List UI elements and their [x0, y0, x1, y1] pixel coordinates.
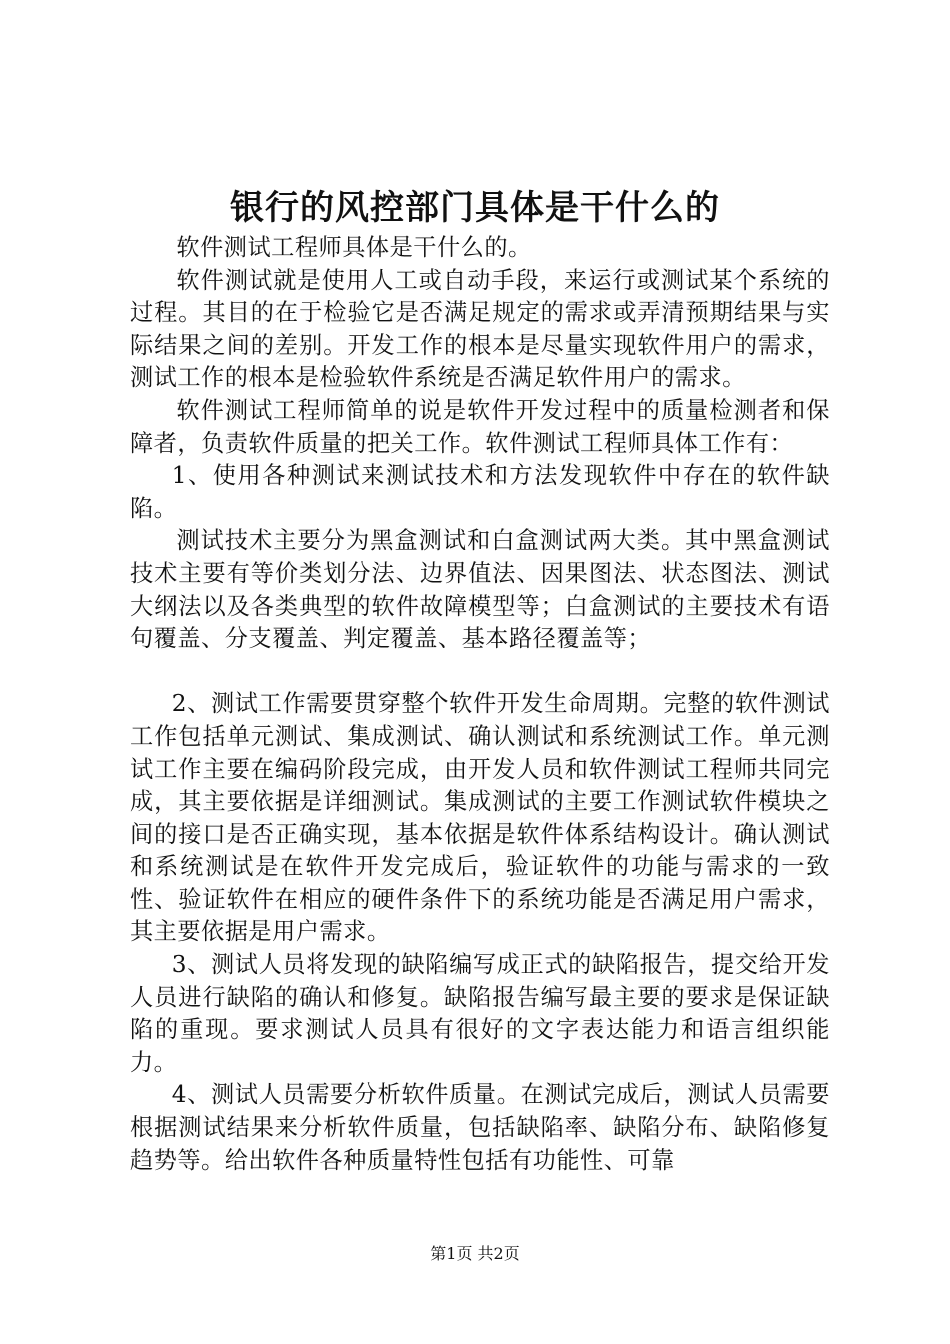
paragraph-techniques: 测试技术主要分为黑盒测试和白盒测试两大类。其中黑盒测试技术主要有等价类划分法、边界值法、因果图法、状态图法、测试大纲法以及各类典型的软件故障模型等；白盒测试的主要技术有语句覆盖、分支覆盖、判定覆盖、基本路径覆盖等；	[130, 527, 830, 653]
paragraph-item-2: 2、测试工作需要贯穿整个软件开发生命周期。完整的软件测试工作包括单元测试、集成测试、确认测试和系统测试工作。单元测试工作主要在编码阶段完成，由开发人员和软件测试工程师共同完成，其主要依据是详细测试。集成测试的主要工作测试软件模块之间的接口是否正确实现，基本依据是软件体系结构设计。确认测试和系统测试是在软件开发完成后，验证软件的功能与需求的一致性、验证软件在相应的硬件条件下的系统功能是否满足用户需求，其主要依据是用户需求。	[130, 690, 830, 946]
paragraph-role: 软件测试工程师简单的说是软件开发过程中的质量检测者和保障者，负责软件质量的把关工作。软件测试工程师具体工作有：	[130, 396, 830, 457]
paragraph-item-3: 3、测试人员将发现的缺陷编写成正式的缺陷报告，提交给开发人员进行缺陷的确认和修复。缺陷报告编写最主要的要求是保证缺陷的重现。要求测试人员具有很好的文字表达能力和语言组织能力。	[130, 951, 830, 1076]
paragraph-item-4: 4、测试人员需要分析软件质量。在测试完成后，测试人员需要根据测试结果来分析软件质量，包括缺陷率、缺陷分布、缺陷修复趋势等。给出软件各种质量特性包括有功能性、可靠	[130, 1081, 830, 1174]
paragraph-intro: 软件测试工程师具体是干什么的。	[176, 234, 532, 261]
paragraph-item-1: 1、使用各种测试来测试技术和方法发现软件中存在的软件缺陷。	[130, 462, 830, 522]
page-footer: 第1页 共2页	[430, 1244, 520, 1263]
document-body	[130, 232, 830, 1177]
paragraph-definition: 软件测试就是使用人工或自动手段，来运行或测试某个系统的过程。其目的在于检验它是否满足规定的需求或弄清预期结果与实际结果之间的差别。开发工作的根本是尽量实现软件用户的需求，测试工作的根本是检验软件系统是否满足软件用户的需求。	[130, 266, 830, 392]
document-title: 银行的风控部门具体是干什么的	[230, 188, 720, 228]
